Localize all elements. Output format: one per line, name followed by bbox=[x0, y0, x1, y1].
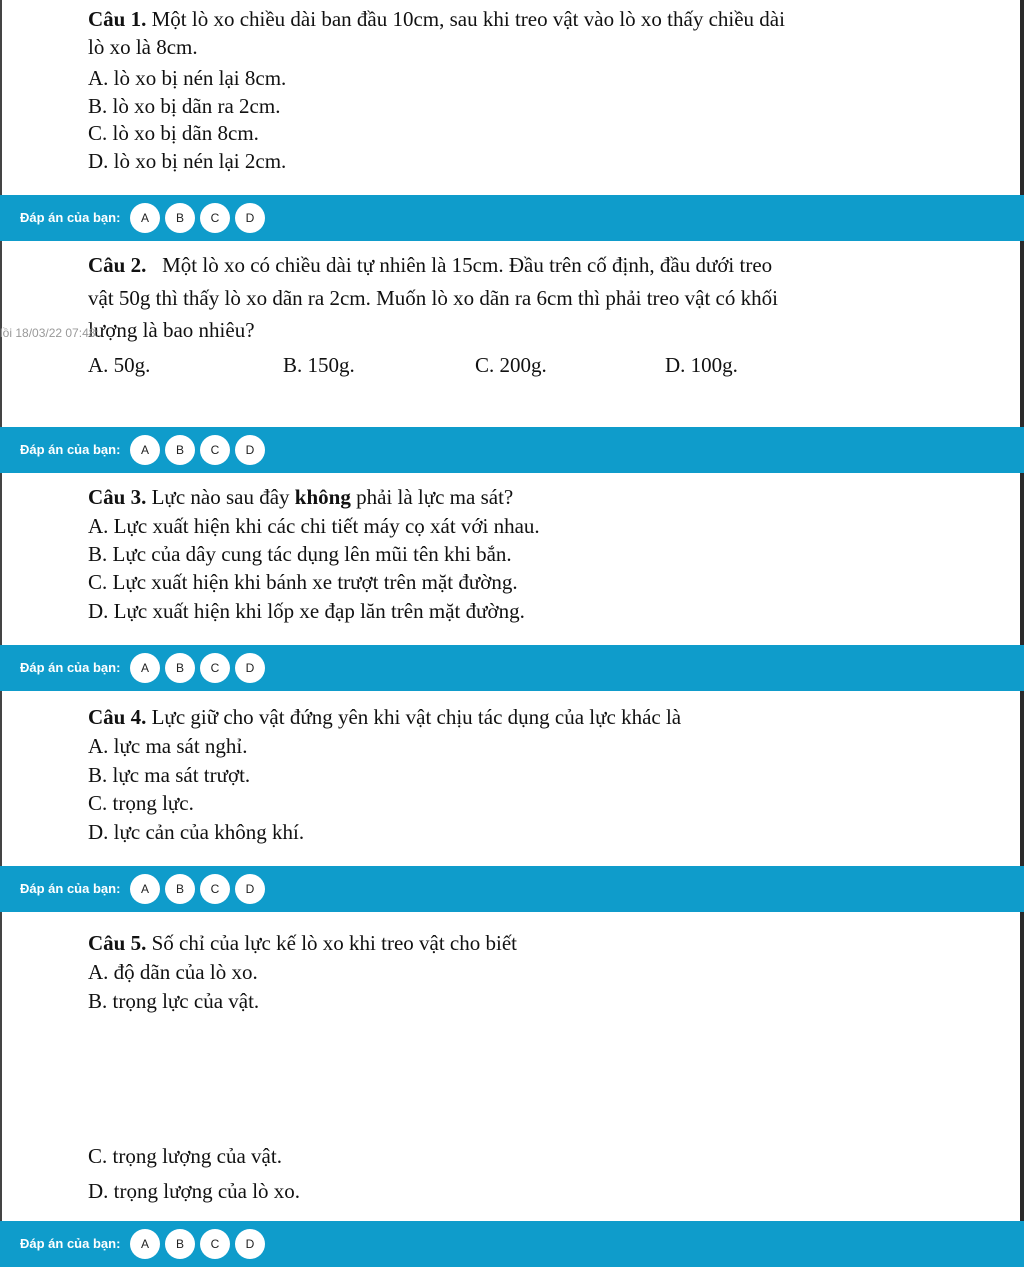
left-edge bbox=[0, 0, 2, 1262]
answer-1-option-d[interactable]: D bbox=[235, 203, 265, 233]
question-2-option-c: C. 200g. bbox=[475, 353, 547, 377]
answer-1-option-c[interactable]: C bbox=[200, 203, 230, 233]
answer-3-option-b[interactable]: B bbox=[165, 653, 195, 683]
question-2-text-cont: vật 50g thì thấy lò xo dãn ra 2cm. Muốn lò xo dãn ra 6cm thì phải treo vật có khối bbox=[88, 286, 778, 310]
question-4-option-c: C. trọng lực. bbox=[88, 791, 194, 815]
question-5-option-c: C. trọng lượng của vật. bbox=[88, 1144, 282, 1168]
question-5-option-b: B. trọng lực của vật. bbox=[88, 989, 260, 1013]
right-edge bbox=[1020, 0, 1024, 1262]
question-4-option-b: B. lực ma sát trượt. bbox=[88, 763, 251, 787]
question-4-option-a: A. lực ma sát nghỉ. bbox=[88, 734, 248, 758]
answer-3-option-c[interactable]: C bbox=[200, 653, 230, 683]
question-3-option-b: B. Lực của dây cung tác dụng lên mũi tên khi bắn. bbox=[88, 542, 512, 566]
answer-5-option-a[interactable]: A bbox=[130, 1229, 160, 1259]
question-3-option-d: D. Lực xuất hiện khi lốp xe đạp lăn trên mặt đường. bbox=[88, 599, 525, 623]
answer-bar-4 bbox=[0, 866, 1024, 912]
question-2-text: Câu 2. Một lò xo có chiều dài tự nhiên là 15cm. Đầu trên cố định, đầu dưới treo bbox=[88, 253, 773, 277]
question-1-option-c: C. lò xo bị dãn 8cm. bbox=[88, 121, 259, 145]
answer-label: Đáp án của bạn: bbox=[20, 1236, 121, 1251]
question-5-option-d: D. trọng lượng của lò xo. bbox=[88, 1179, 301, 1203]
answer-4-option-c[interactable]: C bbox=[200, 874, 230, 904]
answer-2-option-d[interactable]: D bbox=[235, 435, 265, 465]
answer-1-option-b[interactable]: B bbox=[165, 203, 195, 233]
question-1-text-cont: lò xo là 8cm. bbox=[88, 35, 198, 59]
answer-3-option-a[interactable]: A bbox=[130, 653, 160, 683]
answer-bar-3 bbox=[0, 645, 1024, 691]
answer-5-option-d[interactable]: D bbox=[235, 1229, 265, 1259]
question-5-text: Câu 5. Số chỉ của lực kế lò xo khi treo vật cho biết bbox=[88, 931, 517, 955]
answer-2-option-b[interactable]: B bbox=[165, 435, 195, 465]
question-3-option-c: C. Lực xuất hiện khi bánh xe trượt trên mặt đường. bbox=[88, 570, 518, 594]
answer-4-option-b[interactable]: B bbox=[165, 874, 195, 904]
question-3-option-a: A. Lực xuất hiện khi các chi tiết máy cọ xát với nhau. bbox=[88, 514, 540, 538]
answer-bar-1 bbox=[0, 195, 1024, 241]
question-1-text: Câu 1. Một lò xo chiều dài ban đầu 10cm, sau khi treo vật vào lò xo thấy chiều dài bbox=[88, 7, 785, 31]
answer-5-option-b[interactable]: B bbox=[165, 1229, 195, 1259]
answer-label: Đáp án của bạn: bbox=[20, 442, 121, 457]
answer-1-option-a[interactable]: A bbox=[130, 203, 160, 233]
question-1-option-a: A. lò xo bị nén lại 8cm. bbox=[88, 66, 287, 90]
timestamp: lồi 18/03/22 07:48: bbox=[0, 326, 99, 340]
question-3-text: Câu 3. Lực nào sau đây không phải là lực ma sát? bbox=[88, 485, 514, 509]
answer-2-option-a[interactable]: A bbox=[130, 435, 160, 465]
question-4-option-d: D. lực cản của không khí. bbox=[88, 820, 305, 844]
question-4-text: Câu 4. Lực giữ cho vật đứng yên khi vật chịu tác dụng của lực khác là bbox=[88, 705, 682, 729]
answer-3-option-d[interactable]: D bbox=[235, 653, 265, 683]
answer-4-option-d[interactable]: D bbox=[235, 874, 265, 904]
question-1-option-b: B. lò xo bị dãn ra 2cm. bbox=[88, 94, 281, 118]
question-2-option-a: A. 50g. bbox=[88, 353, 151, 377]
answer-5-option-c[interactable]: C bbox=[200, 1229, 230, 1259]
question-2-option-d: D. 100g. bbox=[665, 353, 738, 377]
question-2-option-b: B. 150g. bbox=[283, 353, 355, 377]
answer-bar-2 bbox=[0, 427, 1024, 473]
answer-4-option-a[interactable]: A bbox=[130, 874, 160, 904]
question-2-text-cont-2: lượng là bao nhiêu? bbox=[88, 318, 255, 342]
answer-2-option-c[interactable]: C bbox=[200, 435, 230, 465]
answer-label: Đáp án của bạn: bbox=[20, 660, 121, 675]
question-5-option-a: A. độ dãn của lò xo. bbox=[88, 960, 258, 984]
question-1-option-d: D. lò xo bị nén lại 2cm. bbox=[88, 149, 287, 173]
answer-label: Đáp án của bạn: bbox=[20, 210, 121, 225]
answer-bar-5 bbox=[0, 1221, 1024, 1267]
answer-label: Đáp án của bạn: bbox=[20, 881, 121, 896]
